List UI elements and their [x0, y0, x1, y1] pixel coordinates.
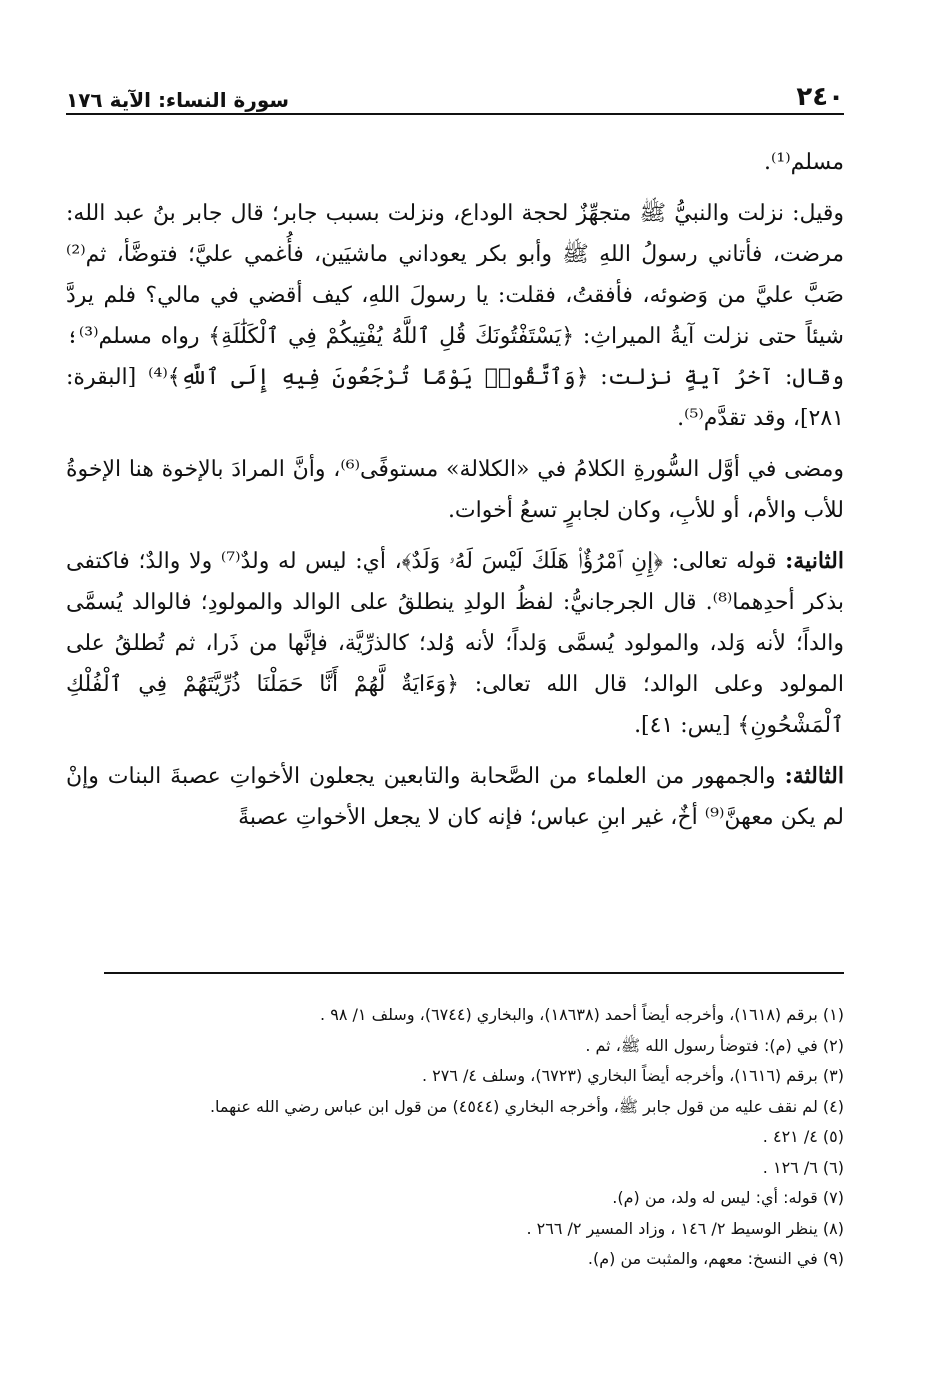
footnote: (٢) في (م): فتوضأ رسول الله ﷺ، ثم . — [585, 1035, 844, 1055]
footnote: (٩) في النسخ: معهم، والمثبت من (م). — [587, 1249, 844, 1268]
footnote: (٨) ينظر الوسيط ٢/ ١٤٦ ، وزاد المسير ٢/ ٢٦٦ . — [526, 1218, 844, 1238]
main-text — [66, 142, 844, 848]
paragraph — [66, 142, 844, 183]
footnotes — [66, 1000, 844, 1275]
footnote: (٥) ٤/ ٤٢١ . — [762, 1127, 844, 1146]
paragraph-text: وقيل: نزلت والنبيُّ ﷺ متجهِّزٌ لحجة الوداع، ونزلت بسبب جابر؛ قال جابر بنُ عبد الله: مرضت، فأتاني رسولُ اللهِ ﷺ وأبو بكر يعوداني ماشيَين، فأُغمي عليَّ؛ فتوضَّأ، ثم⁽²⁾ صَبَّ عليَّ من وَضوئه، فأفقتُ، فقلت: يا رسولَ اللهِ، كيف أقضي في مالي؟ فلم يردَّ شيئاً حتى نزلت آيةُ الميراثِ: ﴿يَسْتَفْتُونَكَ قُلِ ٱللَّهُ يُفْتِيكُمْ فِي ٱلْكَلَٰلَةِ﴾ رواه مسلم⁽³⁾؛ وقال: آخرُ آيةٍ نزلت: ﴿وَٱتَّقُوا۟ يَوْمًا تُرْجَعُونَ فِيهِ إِلَى ٱللَّهِ﴾⁽⁴⁾ [البقرة: ٢٨١]، وقد تقدَّم⁽⁵⁾. — [66, 201, 844, 431]
paragraph-text: قوله تعالى: ﴿إِنِ ٱمْرُؤٌا۟ هَلَكَ لَيْسَ لَهُۥ وَلَدٌ﴾، أي: ليس له ولدٌ⁽⁷⁾ ولا والدٌ؛ فاكتفى بذكر أحدِهما⁽⁸⁾. قال الجرجانيُّ: لفظُ الولدِ ينطلقُ على الوالد والمولودِ؛ فالوالد يُسمَّى والداً؛ لأنه وَلد، والمولود يُسمَّى وَلداً؛ لأنه وُلد؛ كالذرِّيَّة، فإنَّها من ذَرا، ثم تُطلقُ على المولود وعلى الوالد؛ قال الله تعالى: ﴿وَءَايَةٌ لَّهُمْ أَنَّا حَمَلْنَا ذُرِّيَّتَهُمْ فِي ٱلْفُلْكِ ٱلْمَشْحُونِ﴾ [يس: ٤١]. — [66, 549, 845, 738]
footnote: (٣) برقم (١٦١٦)، وأخرجه أيضاً البخاري (٦٧٢٣)، وسلف ٤/ ٢٧٦ . — [421, 1066, 844, 1085]
footnote: (٧) قوله: أي: ليس له ولد، من (م). — [612, 1188, 844, 1207]
header-rule — [66, 113, 844, 115]
footnote: (٤) لم نقف عليه من قول جابر ﷺ، وأخرجه البخاري (٤٥٤٤) من قول ابن عباس رضي الله عنهما. — [209, 1096, 844, 1116]
running-title: سورة النساء: الآية ١٧٦ — [66, 88, 290, 112]
page-header — [66, 72, 844, 112]
page-number: ٢٤٠ — [796, 82, 844, 112]
paragraph — [66, 193, 844, 439]
paragraph — [66, 756, 844, 838]
paragraph — [66, 449, 844, 531]
paragraph-text: مسلم⁽¹⁾. — [764, 150, 844, 175]
footnote: (١) برقم (١٦١٨)، وأخرجه أيضاً أحمد (١٨٦٣٨)، والبخاري (٦٧٤٤)، وسلف ١/ ٩٨ . — [320, 1005, 844, 1024]
paragraph-label: الثانية: — [785, 548, 844, 574]
paragraph-text: والجمهور من العلماء من الصَّحابة والتابعين يجعلون الأخواتِ عصبةَ البنات وإنْ لم يكن معهنَّ⁽⁹⁾ أخٌ، غير ابنِ عباس؛ فإنه كان لا يجعل الأخواتِ عصبةً — [66, 764, 844, 830]
paragraph-text: ومضى في أوَّل السُّورةِ الكلامُ في «الكلالة» مستوفًى⁽⁶⁾، وأنَّ المرادَ بالإخوة هنا الإخوةُ للأب والأم، أو للأبِ، وكان لجابرٍ تسعُ أخوات. — [66, 457, 845, 523]
footnote: (٦) ٦/ ١٢٦ . — [762, 1157, 844, 1177]
paragraph-label: الثالثة: — [784, 763, 844, 789]
footnote-rule — [104, 972, 844, 974]
paragraph — [66, 541, 844, 746]
